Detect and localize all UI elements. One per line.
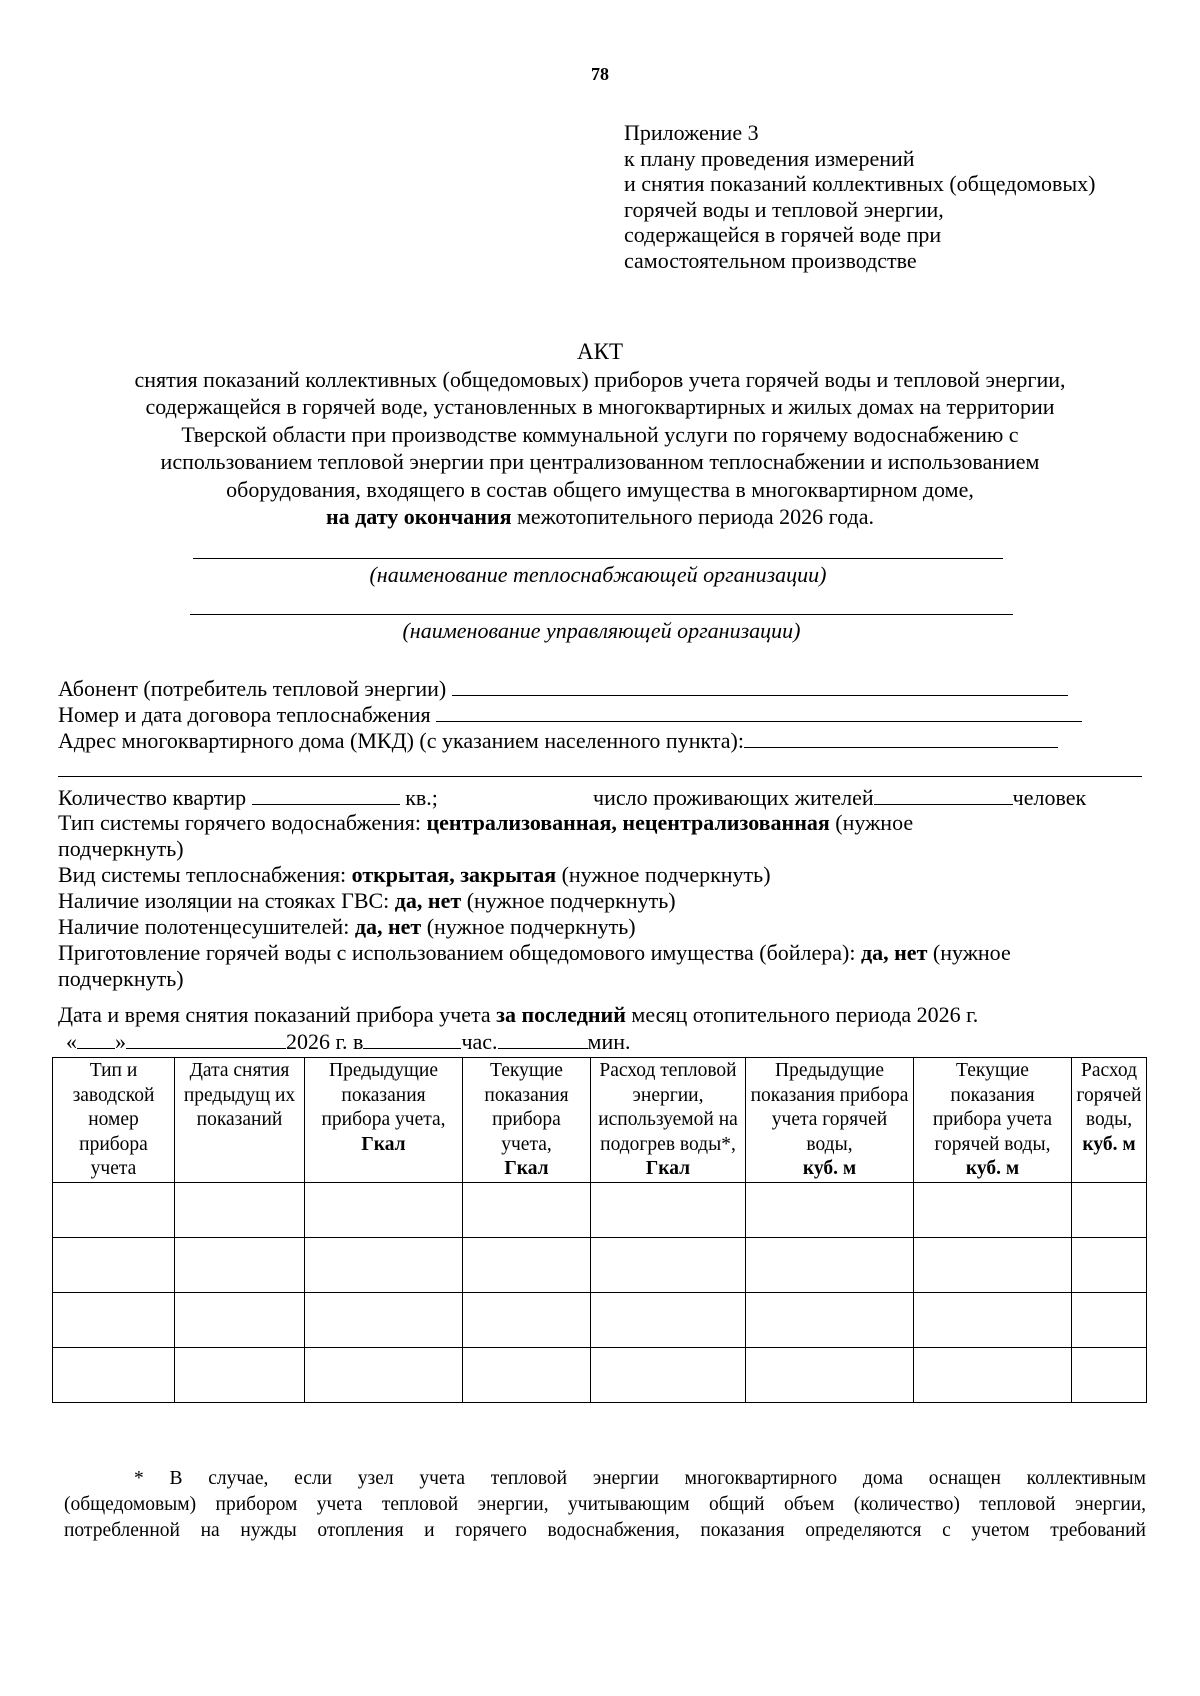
dhw-type-options[interactable]: централизованная, нецентрализованная [426,810,830,835]
table-cell[interactable] [914,1292,1072,1347]
act-title-line: оборудования, входящего в состав общего имущества в многоквартирном доме, [226,476,974,502]
boiler-note: (нужное [927,940,1011,965]
residents-label: число проживающих жителей [593,785,874,810]
table-cell[interactable] [746,1347,914,1402]
col-header-curr-heat: Текущие показания прибора учета, Гкал [463,1058,591,1183]
towel-dryer-label: Наличие полотенцесушителей: [58,914,355,939]
table-cell[interactable] [305,1292,463,1347]
table-cell[interactable] [175,1182,305,1237]
table-cell[interactable] [1072,1237,1147,1292]
boiler-options[interactable]: да, нет [861,940,928,965]
col-header-prev-water: Предыдущие показания прибора учета горячей воды, куб. м [746,1058,914,1183]
table-cell[interactable] [463,1182,591,1237]
reading-datetime-row [66,1028,631,1055]
boiler-row-cont: подчеркнуть) [58,966,184,991]
act-title-line: снятия показаний коллективных (общедомовых) приборов учета горячей воды и тепловой энергии, [134,366,1066,392]
quote-open: « [66,1029,77,1054]
table-row [53,1292,1147,1347]
heating-type-row [58,862,771,888]
contract-row [58,701,1082,728]
minute-field[interactable] [498,1028,588,1049]
contract-label: Номер и дата договора теплоснабжения [58,702,431,727]
appendix-line: содержащейся в горячей воде при [624,222,942,247]
table-cell[interactable] [305,1237,463,1292]
col-header-prev-date: Дата снятия предыдущ их показаний [175,1058,305,1183]
apartments-row [58,784,1142,811]
table-cell[interactable] [746,1237,914,1292]
table-cell[interactable] [591,1237,746,1292]
act-title-block [60,338,1140,531]
quote-close: » [115,1029,126,1054]
address-row [58,727,1058,754]
table-cell[interactable] [1072,1347,1147,1402]
residents-field[interactable] [874,784,1013,805]
act-title-line-last [60,503,1140,531]
towel-dryer-row [58,914,636,940]
col-header-heat-consumption: Расход тепловой энергии, используемой на подогрев воды*, Гкал [591,1058,746,1183]
footnote [64,1466,1146,1544]
footnote-line: * В случае, если узел учета тепловой энергии многоквартирного дома оснащен коллективным [134,1468,1146,1489]
minute-label: мин. [587,1029,631,1054]
reading-date-suffix: месяц отопительного периода 2026 г. [625,1002,979,1027]
table-cell[interactable] [175,1347,305,1402]
towel-dryer-note: (нужное подчеркнуть) [421,914,636,939]
table-cell[interactable] [1072,1182,1147,1237]
address-continuation-line[interactable] [58,776,1142,777]
address-field[interactable] [744,727,1058,748]
col-header-meter-type: Тип и заводской номер прибора учета [53,1058,175,1183]
table-cell[interactable] [1072,1292,1147,1347]
table-cell[interactable] [591,1182,746,1237]
table-cell[interactable] [591,1292,746,1347]
col-header-curr-water: Текущие показания прибора учета горячей воды, куб. м [914,1058,1072,1183]
heating-type-label: Вид системы теплоснабжения: [58,862,352,887]
residents-unit: человек [1012,785,1087,810]
table-cell[interactable] [305,1347,463,1402]
day-field[interactable] [77,1028,115,1049]
appendix-line: самостоятельном производстве [624,247,917,273]
heating-type-note: (нужное подчеркнуть) [556,862,771,887]
month-field[interactable] [126,1028,286,1049]
table-cell[interactable] [463,1292,591,1347]
appendix-line: и снятия показаний коллективных (общедомовых) [624,171,1096,196]
dhw-type-note: (нужное [829,810,914,835]
management-org-line[interactable] [190,614,1013,615]
act-heading: АКТ [577,339,623,364]
appendix-line: к плану проведения измерений [624,145,915,171]
dhw-type-row [58,810,913,836]
heating-type-options[interactable]: открытая, закрытая [351,862,557,887]
table-cell[interactable] [53,1237,175,1292]
end-date-bold: на дату окончания [326,504,512,529]
apartments-label: Количество квартир [58,785,247,810]
table-cell[interactable] [175,1237,305,1292]
table-row [53,1347,1147,1402]
insulation-note: (нужное подчеркнуть) [461,888,676,913]
year-label: 2026 г. в [286,1029,364,1054]
readings-table [52,1057,1147,1403]
subscriber-row [58,675,1068,702]
table-cell[interactable] [914,1182,1072,1237]
towel-dryer-options[interactable]: да, нет [354,914,422,939]
subscriber-field[interactable] [452,675,1068,696]
footnote-line: потребленной на нужды отопления и горячего водоснабжения, показания определяются с учетом требований [64,1520,1146,1541]
footnote-line: (общедомовым) прибором учета тепловой энергии, учитывающим общий объем (количество) тепловой энергии, [64,1494,1146,1515]
table-cell[interactable] [53,1182,175,1237]
table-cell[interactable] [914,1347,1072,1402]
table-cell[interactable] [305,1182,463,1237]
table-row [53,1237,1147,1292]
reading-date-row [58,1002,978,1028]
table-header-row [53,1058,1147,1183]
management-org-caption: (наименование управляющей организации) [402,618,801,643]
reading-date-prefix: Дата и время снятия показаний прибора учета [58,1002,497,1027]
col-header-water-consumption: Расход горячей воды, куб. м [1072,1058,1147,1183]
table-cell[interactable] [53,1347,175,1402]
boiler-row [58,940,1011,966]
address-label: Адрес многоквартирного дома (МКД) (с указанием населенного пункта): [58,728,744,753]
dhw-type-row-cont: подчеркнуть) [58,836,184,861]
col-header-prev-heat: Предыдущие показания прибора учета, Гкал [305,1058,463,1183]
table-cell[interactable] [463,1237,591,1292]
appendix-line: горячей воды и тепловой энергии, [624,196,944,222]
appendix-header [624,120,1095,273]
residents-group [593,784,1086,811]
insulation-label: Наличие изоляции на стояках ГВС: [58,888,395,913]
table-cell[interactable] [463,1347,591,1402]
heat-supplier-line[interactable] [193,558,1003,559]
table-cell[interactable] [746,1182,914,1237]
contract-field[interactable] [436,701,1082,722]
table-cell[interactable] [53,1292,175,1347]
insulation-row [58,888,676,914]
act-title-line: содержащейся в горячей воде, установленных в многоквартирных и жилых домах на территории [145,394,1055,419]
subscriber-label: Абонент (потребитель тепловой энергии) [58,676,447,701]
end-date-rest: межотопительного периода 2026 года. [511,504,874,529]
reading-date-bold: за последний [496,1002,626,1027]
boiler-label: Приготовление горячей воды с использованием общедомового имущества (бойлера): [58,940,861,965]
act-title-line: использованием тепловой энергии при централизованном теплоснабжении и использованием [160,449,1040,474]
insulation-options[interactable]: да, нет [394,888,462,913]
table-cell[interactable] [175,1292,305,1347]
apartments-unit: кв.; [405,785,438,810]
table-cell[interactable] [591,1347,746,1402]
appendix-line: Приложение 3 [624,120,759,145]
act-title-line: Тверской области при производстве коммунальной услуги по горячему водоснабжению с [181,421,1019,447]
page-number: 78 [591,64,609,84]
table-cell[interactable] [914,1237,1072,1292]
hour-label: час. [461,1029,498,1054]
table-row [53,1182,1147,1237]
dhw-type-label: Тип системы горячего водоснабжения: [58,810,427,835]
table-cell[interactable] [746,1292,914,1347]
apartments-field[interactable] [252,784,400,805]
heat-supplier-caption: (наименование теплоснабжающей организации) [369,562,827,587]
hour-field[interactable] [363,1028,461,1049]
